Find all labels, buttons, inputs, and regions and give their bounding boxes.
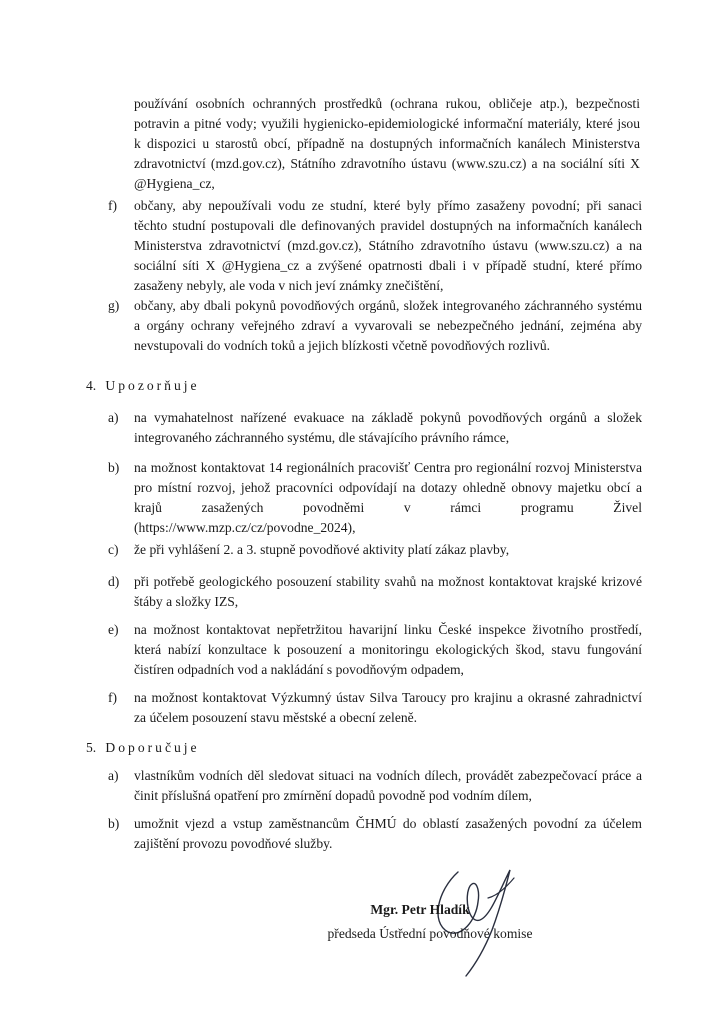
section-number: 5. — [86, 740, 97, 755]
section-title: Doporučuje — [105, 740, 200, 755]
list-item-label: e) — [108, 622, 119, 637]
list-item-text: na možnost kontaktovat Výzkumný ústav Silva Taroucy pro krajinu a okrasné zahradnictví za účelem posouzení stavu městské a obecní zeleně. — [134, 690, 642, 725]
section-number: 4. — [86, 378, 97, 393]
list-item-text: vlastníkům vodních děl sledovat situaci na vodních dílech, provádět zabezpečovací práce a činit příslušná opatření pro zmírnění dopadů povodně pod vodním dílem, — [134, 768, 642, 803]
list-item-label: a) — [108, 410, 119, 425]
list-item-label: d) — [108, 574, 120, 589]
signatory-role: předseda Ústřední povodňové komise — [327, 926, 533, 941]
list-item-text: umožnit vjezd a vstup zaměstnancům ČHMÚ do oblastí zasažených povodní za účelem zajištění provozu povodňové služby. — [134, 816, 642, 851]
list-item-label: b) — [108, 816, 120, 831]
list-item-text: občany, aby nepoužívali vodu ze studní, které byly přímo zasaženy povodní; při sanaci těchto studní postupovali dle definovaných pravidel dostupných na informačních kanálech Ministerstva zdravotnictví (mzd.gov.cz), Státního zdravotního ústavu (www.szu.cz) a na sociální síti X @Hygiena_cz a zvýšené opatrnosti dbali i v případě studní, které přímo zasaženy nebyly, ale voda v nich jeví známky znečištění, — [134, 198, 642, 293]
list-item-label: a) — [108, 768, 119, 783]
list-item-text: na možnost kontaktovat 14 regionálních pracovišť Centra pro regionální rozvoj Ministerstva pro místní rozvoj, jehož pracovníci odpovídají na dotazy ohledně obnovy majetku obcí a krajů zasažených povodněmi v rámci programu Živel (https://www.mzp.cz/cz/povodne_2024), — [134, 460, 642, 535]
list-item-label: b) — [108, 460, 120, 475]
list-item-text: na vymahatelnost nařízené evakuace na základě pokynů povodňových orgánů a složek integrovaného záchranného systému, dle stávajícího právního rámce, — [134, 410, 642, 445]
section-title: Upozorňuje — [105, 378, 200, 393]
section-heading-4 — [86, 376, 200, 396]
list-item-label: g) — [108, 298, 120, 313]
list-item-text: na možnost kontaktovat nepřetržitou havarijní linku České inspekce životního prostředí, která nabízí konzultace k posouzení a monitoringu ekologických škod, stavu fungování čistíren odpadních vod a nakládání s povodňovým odpadem, — [134, 622, 642, 677]
list-item-label: f) — [108, 690, 118, 705]
handwritten-signature — [418, 860, 528, 980]
list-item-text: že při vyhlášení 2. a 3. stupně povodňové aktivity platí zákaz plavby, — [134, 542, 510, 557]
intro-continuation: používání osobních ochranných prostředků (ochrana rukou, obličeje atp.), bezpečnosti potravin a pitné vody; využili hygienicko-epidemiologické informační materiály, které jsou k dispozici u starostů obcí, případně na dostupných informačních kanálech Ministerstva zdravotnictví (mzd.gov.cz), Státního zdravotního ústavu (www.szu.cz) a na sociální síti X @Hygiena_cz, — [134, 96, 640, 191]
list-item-text: občany, aby dbali pokynů povodňových orgánů, složek integrovaného záchranného systému a orgány ochrany veřejného zdraví a vyvarovali se nebezpečného jednání, zejména aby nevstupovali do vodních toků a jejich blízkosti včetně povodňových rozlivů. — [134, 298, 642, 353]
signatory-name: Mgr. Petr Hladík — [370, 902, 470, 917]
section-heading-5 — [86, 738, 200, 758]
list-item-label: c) — [108, 542, 119, 557]
list-item-text: při potřebě geologického posouzení stability svahů na možnost kontaktovat krajské krizové štáby a složky IZS, — [134, 574, 642, 609]
list-item-label: f) — [108, 198, 118, 213]
